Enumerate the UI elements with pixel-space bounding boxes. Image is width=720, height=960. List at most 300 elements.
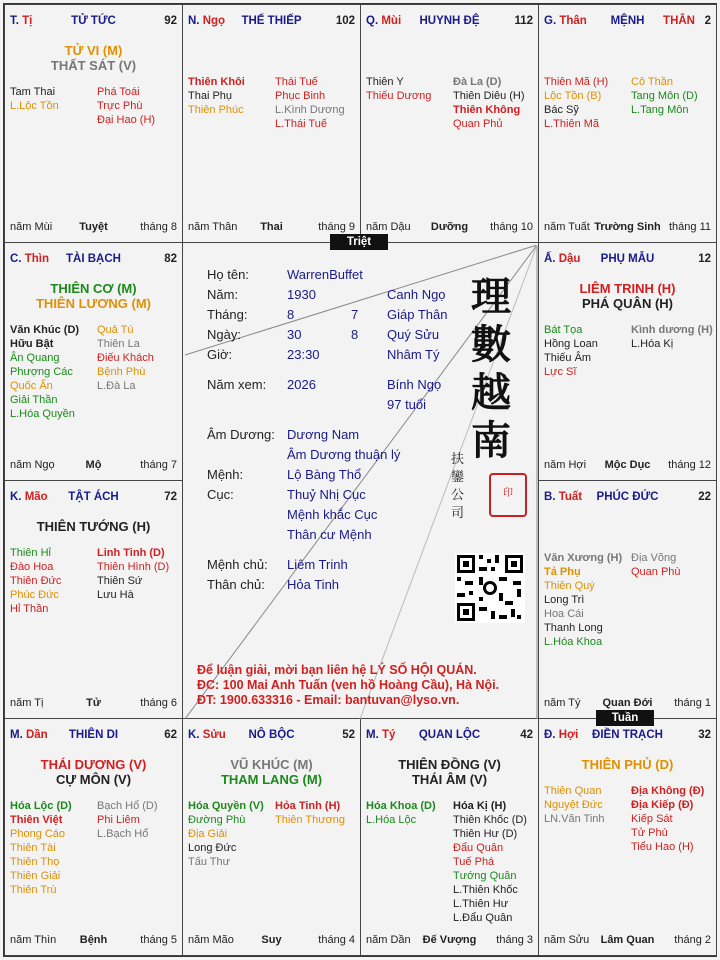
value-nam-canchi: Canh Ngọ: [387, 287, 446, 302]
main-stars: [183, 757, 360, 787]
minor-star: Bác Sỹ: [544, 104, 579, 116]
value-thang-duong: 8: [287, 307, 295, 322]
minor-star: Đào Hoa: [10, 561, 54, 573]
main-stars: [539, 281, 716, 311]
branch-name: Mùi: [381, 15, 402, 27]
brand-char: 南: [471, 417, 511, 464]
minor-star: Thiên Diêu (H): [453, 90, 525, 102]
minor-star: Đẩu Quân: [453, 842, 504, 854]
palace-name: PHÚC ĐỨC: [596, 491, 659, 503]
minor-star: Địa Giải: [188, 828, 228, 840]
palace-age: 112: [514, 15, 533, 27]
palace-ngo[interactable]: [182, 4, 361, 243]
triet-tag: Triệt: [330, 234, 388, 250]
minor-star: Thái Tuế: [275, 76, 318, 88]
palace-thin[interactable]: [4, 242, 183, 481]
palace-footer: [544, 221, 711, 234]
minor-star: Địa Kiếp (Đ): [631, 799, 694, 811]
minor-star: Tiểu Hao (H): [631, 841, 694, 853]
main-star: LIÊM TRINH (H): [579, 281, 676, 296]
minor-star: Thiên Không: [453, 104, 521, 116]
palace-header: [10, 491, 177, 505]
right-stars: [97, 799, 158, 841]
footer-stage: Quan Đới: [602, 697, 653, 709]
branch-name: Tị: [22, 15, 33, 27]
right-stars: [275, 75, 345, 131]
right-stars: [97, 323, 154, 393]
right-stars: [275, 799, 345, 827]
footer-year: năm Hợi: [544, 459, 587, 471]
main-star: VŨ KHÚC (M): [230, 757, 313, 772]
minor-star: L.Thiên Mã: [544, 118, 600, 130]
footer-month: tháng 5: [140, 934, 177, 946]
value-tuoi: 97 tuổi: [387, 397, 427, 412]
palace-header: [366, 15, 533, 29]
value-ngay-am: 8: [351, 327, 359, 342]
value-am-duong: Dương Nam: [287, 427, 360, 442]
footer-stage: Trường Sinh: [594, 221, 661, 233]
value-ho-ten: WarrenBuffet: [287, 267, 363, 282]
value-gio-canchi: Nhâm Tý: [387, 347, 440, 362]
main-star: THÁI ÂM (V): [411, 772, 488, 787]
minor-star: Linh Tinh (D): [97, 547, 165, 559]
minor-star: Long Trì: [544, 594, 585, 606]
branch-name: Thìn: [24, 253, 49, 265]
minor-star: Kình dương (H): [631, 324, 713, 336]
value-ngay-canchi: Quý Sửu: [387, 327, 440, 342]
brand-logo: [471, 273, 531, 465]
minor-star: Hóa Kị (H): [453, 800, 507, 812]
label-gio: Giờ:: [207, 347, 233, 362]
footer-month: tháng 7: [140, 459, 177, 471]
label-ngay: Ngày:: [207, 327, 241, 342]
minor-star: Đà La (D): [453, 76, 502, 88]
branch-prefix: K.: [10, 491, 22, 503]
main-stars: [5, 43, 182, 73]
main-star: THIÊN LƯƠNG (M): [35, 296, 152, 311]
palace-age: 22: [698, 491, 711, 503]
palace-header: [188, 15, 355, 29]
right-stars: [631, 784, 704, 854]
minor-star: Hóa Khoa (D): [366, 800, 436, 812]
palace-name: QUAN LỘC: [418, 729, 481, 741]
minor-star: L.Đà La: [97, 380, 136, 392]
right-stars: [97, 85, 155, 127]
label-nam-xem: Năm xem:: [207, 377, 267, 392]
minor-star: L.Bạch Hổ: [97, 828, 149, 840]
main-star: TỬ VI (M): [64, 43, 123, 58]
branch-prefix: B.: [544, 491, 556, 503]
footer-month: tháng 2: [674, 934, 711, 946]
branch-prefix: C.: [10, 253, 22, 265]
minor-star: Hồng Loan: [544, 338, 598, 350]
palace-age: 92: [164, 15, 177, 27]
footer-year: năm Dần: [366, 934, 411, 946]
brand-subtitle: 扶 鑾 公 司: [451, 452, 465, 521]
brand-char: 理: [471, 273, 511, 320]
footer-stage: Mộc Dục: [604, 459, 651, 471]
main-stars: [539, 757, 716, 772]
palace-age: 32: [698, 729, 711, 741]
branch-prefix: N.: [188, 15, 200, 27]
minor-star: Thiên Thọ: [10, 856, 60, 868]
palace-name: PHỤ MẪU: [600, 253, 655, 265]
minor-star: L.Hóa Kị: [631, 338, 674, 350]
minor-star: Thiên Phúc: [188, 104, 244, 116]
value-thang-am: 7: [351, 307, 359, 322]
label-menh-chu: Mệnh chủ:: [207, 557, 268, 572]
footer-stage: Dưỡng: [430, 221, 469, 233]
minor-star: Thiên Trù: [10, 884, 57, 896]
minor-star: Thiên Hư (D): [453, 828, 518, 840]
minor-star: Thiên Mã (H): [544, 76, 609, 88]
minor-star: Tấu Thư: [188, 856, 231, 868]
minor-star: Quan Phủ: [453, 118, 503, 130]
minor-star: Phong Cáo: [10, 828, 66, 840]
minor-star: Lưu Hà: [97, 589, 134, 601]
minor-star: Lực Sĩ: [544, 366, 577, 378]
minor-star: Thanh Long: [544, 622, 603, 634]
minor-star: Kiếp Sát: [631, 813, 673, 825]
main-star: THAM LANG (M): [220, 772, 323, 787]
minor-star: Ân Quang: [10, 352, 60, 364]
main-star: CỰ MÔN (V): [55, 772, 132, 787]
minor-star: Phục Binh: [275, 90, 326, 102]
palace-age: 82: [164, 253, 177, 265]
palace-footer: [10, 459, 177, 472]
branch-prefix: M.: [10, 729, 23, 741]
minor-star: Hỏa Tinh (H): [275, 800, 341, 812]
footer-stage: Mộ: [85, 459, 102, 471]
footer-year: năm Tị: [10, 697, 44, 709]
branch-prefix: G.: [544, 15, 557, 27]
palace-name: MỆNH: [610, 15, 645, 27]
footer-month: tháng 11: [668, 221, 711, 233]
palace-header: [188, 729, 355, 743]
footer-year: năm Mùi: [10, 221, 53, 233]
footer-month: tháng 6: [140, 697, 177, 709]
minor-star: Thiên Đức: [10, 575, 62, 587]
value-nam-xem: 2026: [287, 377, 316, 392]
main-stars: [361, 757, 538, 787]
footer-year: năm Ngọ: [10, 459, 55, 471]
branch-prefix: M.: [366, 729, 379, 741]
main-star: THÁI DƯƠNG (V): [40, 757, 147, 772]
footer-year: năm Dậu: [366, 221, 411, 233]
minor-star: Hoa Cái: [544, 608, 584, 620]
minor-star: Thiên La: [97, 338, 140, 350]
palace-tuat[interactable]: [538, 480, 717, 719]
branch-name: Thân: [559, 15, 587, 27]
minor-star: Giải Thần: [10, 394, 58, 406]
qr-code-icon[interactable]: [455, 553, 525, 623]
palace-footer: [366, 221, 533, 234]
palace-name: THIÊN DI: [68, 729, 119, 741]
palace-footer: [366, 934, 533, 947]
palace-header: [544, 729, 711, 743]
palace-header: [10, 729, 177, 743]
palace-age: 2: [704, 15, 711, 27]
minor-star: Quan Phù: [631, 566, 681, 578]
footer-stage: Lâm Quan: [600, 934, 655, 946]
palace-footer: [10, 697, 177, 710]
branch-name: Dậu: [558, 253, 581, 265]
palace-name: HUYNH ĐỆ: [419, 15, 480, 27]
minor-star: Điếu Khách: [97, 352, 154, 364]
left-stars: [10, 85, 59, 113]
left-stars: [10, 323, 79, 421]
minor-star: Thiên Y: [366, 76, 404, 88]
brand-char: 數: [471, 321, 511, 368]
contact-line: Để luận giải, mời bạn liên hệ LÝ SỐ HỘI QUÁN.: [197, 663, 477, 677]
palace-hoi[interactable]: [538, 718, 717, 956]
left-stars: [10, 799, 72, 897]
value-than-chu: Hỏa Tinh: [287, 577, 340, 592]
minor-star: Đường Phù: [188, 814, 246, 826]
main-stars: [5, 281, 182, 311]
minor-star: Thiên Sứ: [97, 575, 143, 587]
minor-star: Quả Tú: [97, 324, 134, 336]
branch-prefix: K.: [188, 729, 200, 741]
tuan-tag: Tuần: [596, 710, 654, 726]
minor-star: Hữu Bật: [10, 338, 54, 350]
palace-name: TẬT ÁCH: [68, 491, 119, 503]
minor-star: L.Thiên Khốc: [453, 884, 518, 896]
palace-age: 102: [335, 15, 355, 27]
branch-prefix: Đ.: [544, 729, 556, 741]
palace-than[interactable]: [538, 4, 717, 243]
minor-star: Lộc Tồn (B): [544, 90, 602, 102]
minor-star: Thiếu Âm: [544, 352, 592, 364]
minor-star: Bạch Hổ (D): [97, 800, 158, 812]
right-stars: [631, 551, 681, 579]
right-stars: [453, 75, 525, 131]
footer-month: tháng 3: [496, 934, 533, 946]
palace-mao[interactable]: [4, 480, 183, 719]
main-star: THIÊN ĐỒNG (V): [398, 757, 501, 772]
minor-star: Bệnh Phù: [97, 366, 146, 378]
center-info: [185, 245, 539, 719]
minor-star: Thiên Thương: [275, 814, 346, 826]
minor-star: Địa Võng: [631, 552, 677, 564]
minor-star: L.Hóa Khoa: [544, 636, 603, 648]
palace-suu[interactable]: [182, 718, 361, 956]
minor-star: LN.Văn Tinh: [544, 813, 605, 825]
palace-ty2[interactable]: [360, 718, 539, 956]
palace-name: TỬ TỨC: [71, 15, 116, 27]
main-star: THIÊN PHỦ (D): [581, 757, 674, 772]
brand-char: 越: [471, 369, 511, 416]
palace-header: [544, 491, 711, 505]
minor-star: L.Hóa Lộc: [366, 814, 417, 826]
minor-star: Thiên Quan: [544, 785, 602, 797]
branch-name: Dần: [25, 729, 48, 741]
palace-dau[interactable]: [538, 242, 717, 481]
palace-footer: [544, 934, 711, 947]
value-am-duong-2: Âm Dương thuận lý: [287, 447, 401, 462]
minor-star: Thiên Việt: [10, 814, 63, 826]
palace-age: 72: [164, 491, 177, 503]
minor-star: Tuế Phá: [453, 856, 495, 868]
value-menh-chu: Liêm Trinh: [287, 557, 348, 572]
palace-footer: [544, 697, 711, 710]
minor-star: Đại Hao (H): [97, 114, 156, 126]
palace-name: THẾ THIẾP: [241, 15, 302, 27]
minor-star: Phúc Đức: [10, 589, 59, 601]
branch-name: Ngọ: [202, 15, 226, 27]
minor-star: Nguyệt Đức: [544, 799, 603, 811]
branch-prefix: Q.: [366, 15, 379, 27]
value-nam: 1930: [287, 287, 316, 302]
label-menh: Mệnh:: [207, 467, 244, 482]
palace-dan[interactable]: [4, 718, 183, 956]
palace-footer: [188, 221, 355, 234]
minor-star: L.Đẩu Quân: [453, 912, 513, 924]
palace-footer: [10, 934, 177, 947]
minor-star: Địa Không (Đ): [631, 785, 705, 797]
main-star: THIÊN TƯỚNG (H): [36, 519, 151, 534]
minor-star: L.Hóa Quyền: [10, 408, 75, 420]
footer-year: năm Thìn: [10, 934, 57, 946]
left-stars: [544, 75, 608, 131]
palace-name: ĐIỀN TRẠCH: [592, 729, 663, 741]
palace-header: [10, 15, 177, 29]
main-star: THẤT SÁT (V): [50, 58, 137, 73]
minor-star: Trực Phù: [97, 100, 143, 112]
minor-star: L.Tang Môn: [631, 104, 689, 116]
right-stars: [97, 546, 169, 602]
footer-month: tháng 12: [668, 459, 711, 471]
label-cuc: Cục:: [207, 487, 234, 502]
minor-star: Thiên Hỉ: [10, 547, 51, 559]
footer-year: năm Tuất: [544, 221, 590, 233]
value-menh: Lộ Bàng Thổ: [287, 467, 362, 482]
label-nam: Năm:: [207, 287, 239, 302]
branch-prefix: T.: [10, 15, 19, 27]
value-ngay-duong: 30: [287, 327, 302, 342]
minor-star: Phi Liêm: [97, 814, 140, 826]
left-stars: [188, 75, 245, 117]
left-stars: [188, 799, 264, 869]
right-stars: [631, 75, 698, 117]
left-stars: [366, 799, 436, 827]
label-ho-ten: Họ tên:: [207, 267, 249, 282]
left-stars: [544, 323, 598, 379]
minor-star: L.Thái Tuế: [275, 118, 327, 130]
palace-header: [10, 253, 177, 267]
label-thang: Tháng:: [207, 307, 248, 322]
red-seal-stamp: 印: [489, 473, 527, 517]
minor-star: Thiên Quý: [544, 580, 595, 592]
palace-mui[interactable]: [360, 4, 539, 243]
minor-star: Thiếu Dương: [366, 90, 432, 102]
palace-name: NÔ BỘC: [248, 729, 295, 741]
minor-star: Phá Toái: [97, 86, 140, 98]
main-star: PHÁ QUÂN (H): [582, 296, 673, 311]
minor-star: Tử Phù: [631, 827, 668, 839]
value-nam-xem-canchi: Bính Ngọ: [387, 377, 442, 392]
minor-star: Hóa Lộc (D): [10, 800, 72, 812]
left-stars: [366, 75, 431, 103]
minor-star: L.Thiên Hư: [453, 898, 509, 910]
branch-name: Hợi: [558, 729, 579, 741]
minor-star: Tang Môn (D): [631, 90, 698, 102]
palace-footer: [188, 934, 355, 947]
palace-ty[interactable]: [4, 4, 183, 243]
minor-star: Thai Phụ: [188, 90, 233, 102]
main-stars: [5, 757, 182, 787]
right-stars: [453, 799, 527, 925]
minor-star: Thiên Khôi: [188, 76, 245, 88]
minor-star: Văn Khúc (D): [10, 324, 80, 336]
minor-star: Cô Thần: [631, 76, 673, 88]
than-marker: THÂN: [663, 15, 695, 27]
palace-age: 52: [342, 729, 355, 741]
minor-star: Hóa Quyền (V): [188, 800, 264, 812]
palace-footer: [544, 459, 711, 472]
minor-star: L.Lộc Tồn: [10, 100, 59, 112]
left-stars: [544, 784, 605, 826]
minor-star: Thiên Hình (D): [97, 561, 170, 573]
minor-star: Long Đức: [188, 842, 237, 854]
palace-age: 62: [164, 729, 177, 741]
value-cuc-3: Thân cư Mệnh: [287, 527, 372, 542]
footer-stage: Đế Vượng: [422, 934, 477, 946]
minor-star: Quốc Ấn: [10, 380, 53, 392]
palace-header: [366, 729, 533, 743]
contact-info: [197, 663, 537, 708]
minor-star: Tướng Quân: [453, 870, 517, 882]
branch-name: Mão: [24, 491, 48, 503]
label-am-duong: Âm Dương:: [207, 427, 275, 442]
minor-star: Hỉ Thần: [10, 603, 49, 615]
footer-stage: Suy: [261, 934, 282, 946]
footer-stage: Bệnh: [79, 934, 108, 946]
footer-stage: Tử: [86, 697, 101, 709]
palace-header: [544, 15, 711, 29]
palace-footer: [10, 221, 177, 234]
label-than-chu: Thân chủ:: [207, 577, 265, 592]
minor-star: Bát Tọa: [544, 324, 583, 336]
minor-star: Thiên Tài: [10, 842, 56, 854]
minor-star: Thiên Khốc (D): [453, 814, 527, 826]
branch-name: Tuất: [558, 491, 583, 503]
branch-name: Tý: [381, 729, 396, 741]
branch-name: Sửu: [202, 729, 226, 741]
footer-month: tháng 1: [674, 697, 711, 709]
palace-age: 12: [698, 253, 711, 265]
footer-year: năm Thân: [188, 221, 238, 233]
minor-star: Văn Xương (H): [544, 552, 623, 564]
main-stars: [5, 519, 182, 534]
footer-stage: Thai: [260, 221, 283, 233]
value-cuc-2: Mệnh khắc Cục: [287, 507, 378, 522]
minor-star: Tả Phụ: [544, 566, 581, 578]
footer-month: tháng 8: [140, 221, 177, 233]
palace-name: TÀI BẠCH: [66, 253, 121, 265]
value-gio: 23:30: [287, 347, 320, 362]
tuvi-chart: [3, 3, 717, 957]
contact-phone-email: ĐT: 1900.633316 - Email: bantuvan@lyso.vn.: [197, 693, 460, 707]
minor-star: Tam Thai: [10, 86, 56, 98]
footer-stage: Tuyệt: [79, 221, 108, 233]
value-thang-canchi: Giáp Thân: [387, 307, 448, 322]
footer-year: năm Sửu: [544, 934, 590, 946]
branch-prefix: Ấ.: [544, 253, 556, 265]
value-cuc: Thuỷ Nhị Cục: [287, 487, 366, 502]
minor-star: L.Kình Dương: [275, 104, 345, 116]
left-stars: [10, 546, 61, 616]
